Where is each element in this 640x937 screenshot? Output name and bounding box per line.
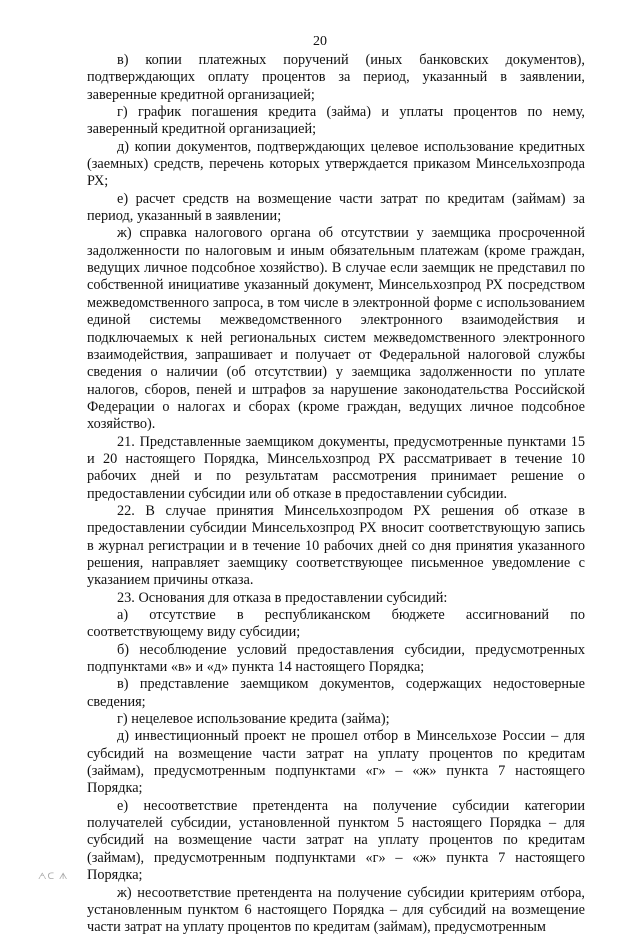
- paragraph-23zh-criteria-mismatch: ж) несоответствие претендента на получение субсидии критериям отбора, установленным пунктом 6 настоящего Порядка – для субсидий на возмещение части затрат на уплату процентов по кредитам (займам), предусмотренным: [87, 884, 585, 936]
- paragraph-v-payment-orders: в) копии платежных поручений (иных банковских документов), подтверждающих оплату процентов за период, указанный в заявлении, заверенные кредитной организацией;: [87, 52, 585, 103]
- paragraph-21-review: 21. Представленные заемщиком документы, предусмотренные пунктами 15 и 20 настоящего Порядка, Минсельхозпрод РХ рассматривает в течение 10 рабочих дней и по результатам рассмотрения принимает решение о предоставлении субсидии или об отказе в предоставлении субсидии.: [87, 433, 585, 502]
- paragraph-22-refusal-notice: 22. В случае принятия Минсельхозпродом РХ решения об отказе в предоставлении субсидии Минсельхозпрод РХ вносит соответствующую запись в журнал регистрации и в течение 10 рабочих дней со дня принятия указанного решения, направляет заемщику соответствующее письменное уведомление с указанием причины отказа.: [87, 502, 585, 589]
- paragraph-23-grounds-heading: 23. Основания для отказа в предоставлении субсидий:: [117, 589, 448, 606]
- document-body: [87, 52, 585, 937]
- paragraph-e-calculation: е) расчет средств на возмещение части затрат по кредитам (займам) за период, указанный в заявлении;: [87, 190, 585, 225]
- paragraph-d-document-copies: д) копии документов, подтверждающих целевое использование кредитных (заемных) средств, перечень которых утверждается приказом Минсельхозпрода РХ;: [87, 138, 585, 190]
- paragraph-23a-no-budget: а) отсутствие в республиканском бюджете ассигнований по соответствующему виду субсидии;: [87, 607, 585, 641]
- paragraph-zh-tax-certificate: ж) справка налогового органа об отсутствии у заемщика просроченной задолженности по налоговым и иным обязательным платежам (кроме граждан, ведущих личное подсобное хозяйство). В случае если заемщик не представил по собственной инициативе указанный документ, Минсельхозпрод РХ посредством межведомственного запроса, в том числе в электронной форме с использованием единой системы межведомственного электронного взаимодействия и подключаемых к ней региональных систем межведомственного электронного взаимодействия, запрашивает и получает от Федеральной налоговой службы сведения о наличии (об отсутствии) у заемщика задолженности по уплате налогов, сборов, пеней и штрафов за нарушение законодательства Российской Федерации о налогах и сборах (кроме граждан, ведущих личное подсобное хозяйство).: [87, 225, 585, 433]
- paragraph-23v-false-info: в) представление заемщиком документов, содержащих недостоверные сведения;: [87, 676, 585, 710]
- scan-mark: ᗅᑕ ᗑ: [38, 872, 69, 882]
- paragraph-23b-conditions: б) несоблюдение условий предоставления субсидии, предусмотренных подпунктами «в» и «д» пункта 14 настоящего Порядка;: [87, 641, 585, 676]
- paragraph-23e-category-mismatch: е) несоответствие претендента на получение субсидии категории получателей субсидии, установленной пунктом 5 настоящего Порядка – для субсидий на возмещение части затрат на уплату процентов по кредитам (займам), предусмотренным подпунктами «г» – «ж» пункта 7 настоящего Порядка;: [87, 797, 585, 884]
- page-number: 20: [313, 34, 327, 49]
- paragraph-g-repayment-schedule: г) график погашения кредита (займа) и уплаты процентов по нему, заверенный кредитной организацией;: [87, 104, 585, 138]
- paragraph-23d-project-selection: д) инвестиционный проект не прошел отбор в Минсельхозе России – для субсидий на возмещение части затрат на уплату процентов по кредитам (займам), предусмотренным подпунктами «г» – «ж» пункта 7 настоящего Порядка;: [87, 728, 585, 797]
- paragraph-23g-misuse: г) нецелевое использование кредита (займа);: [117, 711, 390, 728]
